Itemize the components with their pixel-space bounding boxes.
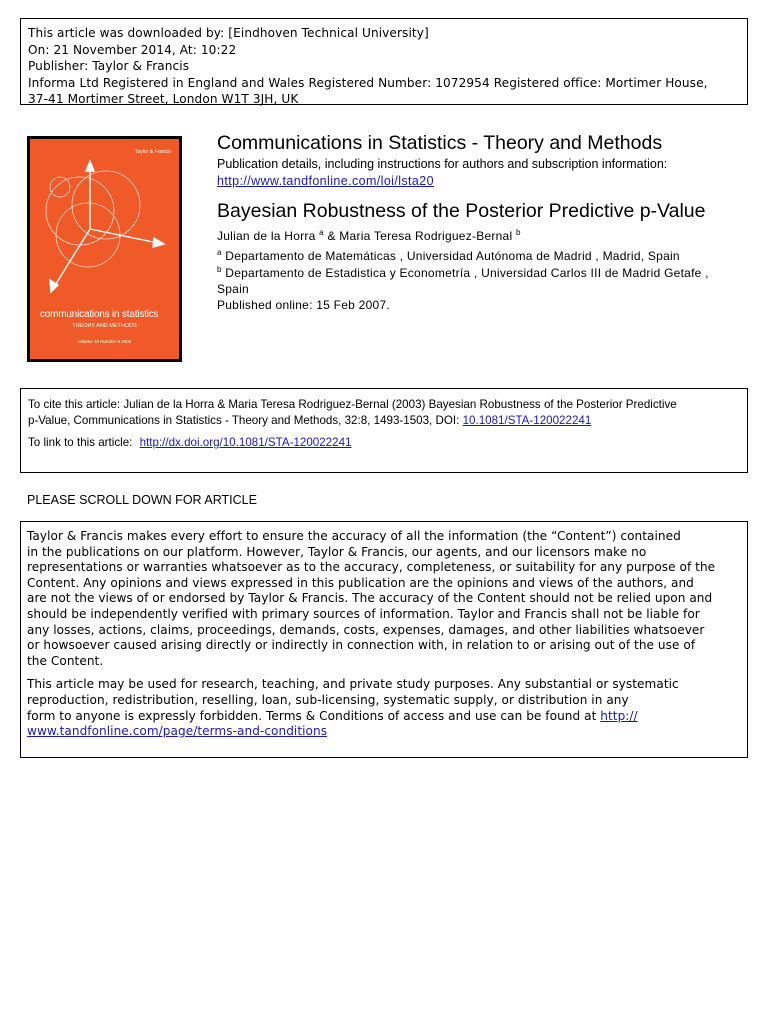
- article-doi-url[interactable]: http://dx.doi.org/10.1081/STA-120022241: [139, 436, 352, 449]
- affiliation-text: Departamento de Matemáticas , Universidad Autónoma de Madrid , Madrid, Spain: [225, 249, 680, 263]
- disclaimer-line: Content. Any opinions and views expressed in this publication are the opinions and views of the authors, and: [27, 575, 694, 590]
- disclaimer-line: should be independently verified with primary sources of information. Taylor and Francis shall not be liable for: [27, 606, 700, 621]
- cover-volume: Volume 34 Number 8 2005: [77, 339, 132, 344]
- journal-cover-image: [27, 136, 182, 362]
- citation-text-continued: [28, 413, 739, 429]
- cover-publisher-logo: Taylor & Francis: [135, 149, 171, 155]
- affiliation-a: [217, 248, 680, 263]
- disclaimer-line: Taylor & Francis makes every effort to ensure the accuracy of all the information (the “Content”) contained: [27, 529, 681, 543]
- affiliation-b: [217, 265, 709, 280]
- affiliation-marker: a: [217, 248, 222, 257]
- scroll-notice: PLEASE SCROLL DOWN FOR ARTICLE: [27, 493, 257, 507]
- affiliation-marker: b: [516, 228, 521, 237]
- disclaimer-line: any losses, actions, claims, proceedings, demands, costs, expenses, damages, and other liabilities whatsoever: [27, 622, 705, 637]
- cover-title: communications in statistics: [40, 309, 159, 320]
- published-date: Published online: 15 Feb 2007.: [217, 298, 390, 312]
- disclaimer-line-with-link: [27, 709, 741, 725]
- download-line: Publisher: Taylor & Francis: [28, 59, 190, 73]
- disclaimer-line: reproduction, redistribution, reselling, loan, sub-licensing, systematic supply, or distribution in any: [27, 692, 629, 707]
- disclaimer-line: are not the views of or endorsed by Taylor & Francis. The accuracy of the Content should not be relied upon and: [27, 591, 713, 606]
- disclaimer-line: in the publications on our platform. However, Taylor & Francis, our agents, and our licensors make no: [27, 544, 647, 559]
- article-title: Bayesian Robustness of the Posterior Predictive p-Value: [217, 200, 706, 222]
- citation-text: To cite this article: Julian de la Horra & Maria Teresa Rodriguez-Bernal (2003) Bayesian Robustness of the Posterior Predictive: [28, 398, 677, 411]
- disclaimer-line: This article may be used for research, teaching, and private study purposes. Any substantial or systematic: [27, 677, 679, 692]
- terms-link[interactable]: http://: [600, 708, 638, 723]
- download-line: Informa Ltd Registered in England and Wales Registered Number: 1072954 Registered office: Mortimer House,: [28, 75, 708, 90]
- article-authors: [217, 228, 521, 243]
- author-name: Julian de la Horra: [217, 229, 316, 243]
- doi-link[interactable]: 10.1081/STA-120022241: [462, 414, 592, 427]
- disclaimer-text: form to anyone is expressly forbidden. Terms & Conditions of access and use can be found at: [27, 708, 597, 723]
- terms-link[interactable]: www.tandfonline.com/page/terms-and-conditions: [27, 724, 328, 739]
- cover-background: [30, 139, 179, 359]
- disclaimer-line: [27, 724, 741, 740]
- affiliation-marker: a: [319, 228, 324, 237]
- author-name: & Maria Teresa Rodriguez-Bernal: [327, 229, 513, 243]
- cover-subtitle: THEORY AND METHODS: [72, 323, 137, 329]
- citation-box: [20, 388, 748, 473]
- disclaimer-line: the Content.: [27, 653, 104, 668]
- download-line: This article was downloaded by: [Eindhoven Technical University]: [28, 26, 429, 40]
- download-line: On: 21 November 2014, At: 10:22: [28, 42, 237, 57]
- disclaimer-line: or howsoever caused arising directly or indirectly in connection with, in relation to or arising out of the use of: [27, 638, 696, 653]
- publication-details: Publication details, including instructions for authors and subscription information:: [217, 157, 668, 171]
- link-to-article-row: [28, 435, 739, 451]
- affiliation-marker: b: [217, 265, 222, 274]
- download-info-box: [20, 18, 748, 105]
- paragraph-gap: [27, 669, 741, 677]
- download-line: 37-41 Mortimer Street, London W1T 3JH, UK: [28, 92, 299, 106]
- disclaimer-box: [20, 521, 748, 758]
- disclaimer-line: representations or warranties whatsoever as to the accuracy, completeness, or suitability for any purpose of the: [27, 560, 716, 575]
- citation-text: p-Value, Communications in Statistics - Theory and Methods, 32:8, 1493-1503, DOI:: [28, 414, 460, 427]
- affiliation-text: Departamento de Estadistica y Econometría , Universidad Carlos III de Madrid Getafe ,: [225, 266, 709, 280]
- journal-title: Communications in Statistics - Theory and Methods: [217, 132, 663, 154]
- affiliation-b-continued: Spain: [217, 282, 249, 296]
- link-label: To link to this article:: [28, 436, 133, 449]
- journal-link[interactable]: http://www.tandfonline.com/loi/lsta20: [217, 174, 434, 188]
